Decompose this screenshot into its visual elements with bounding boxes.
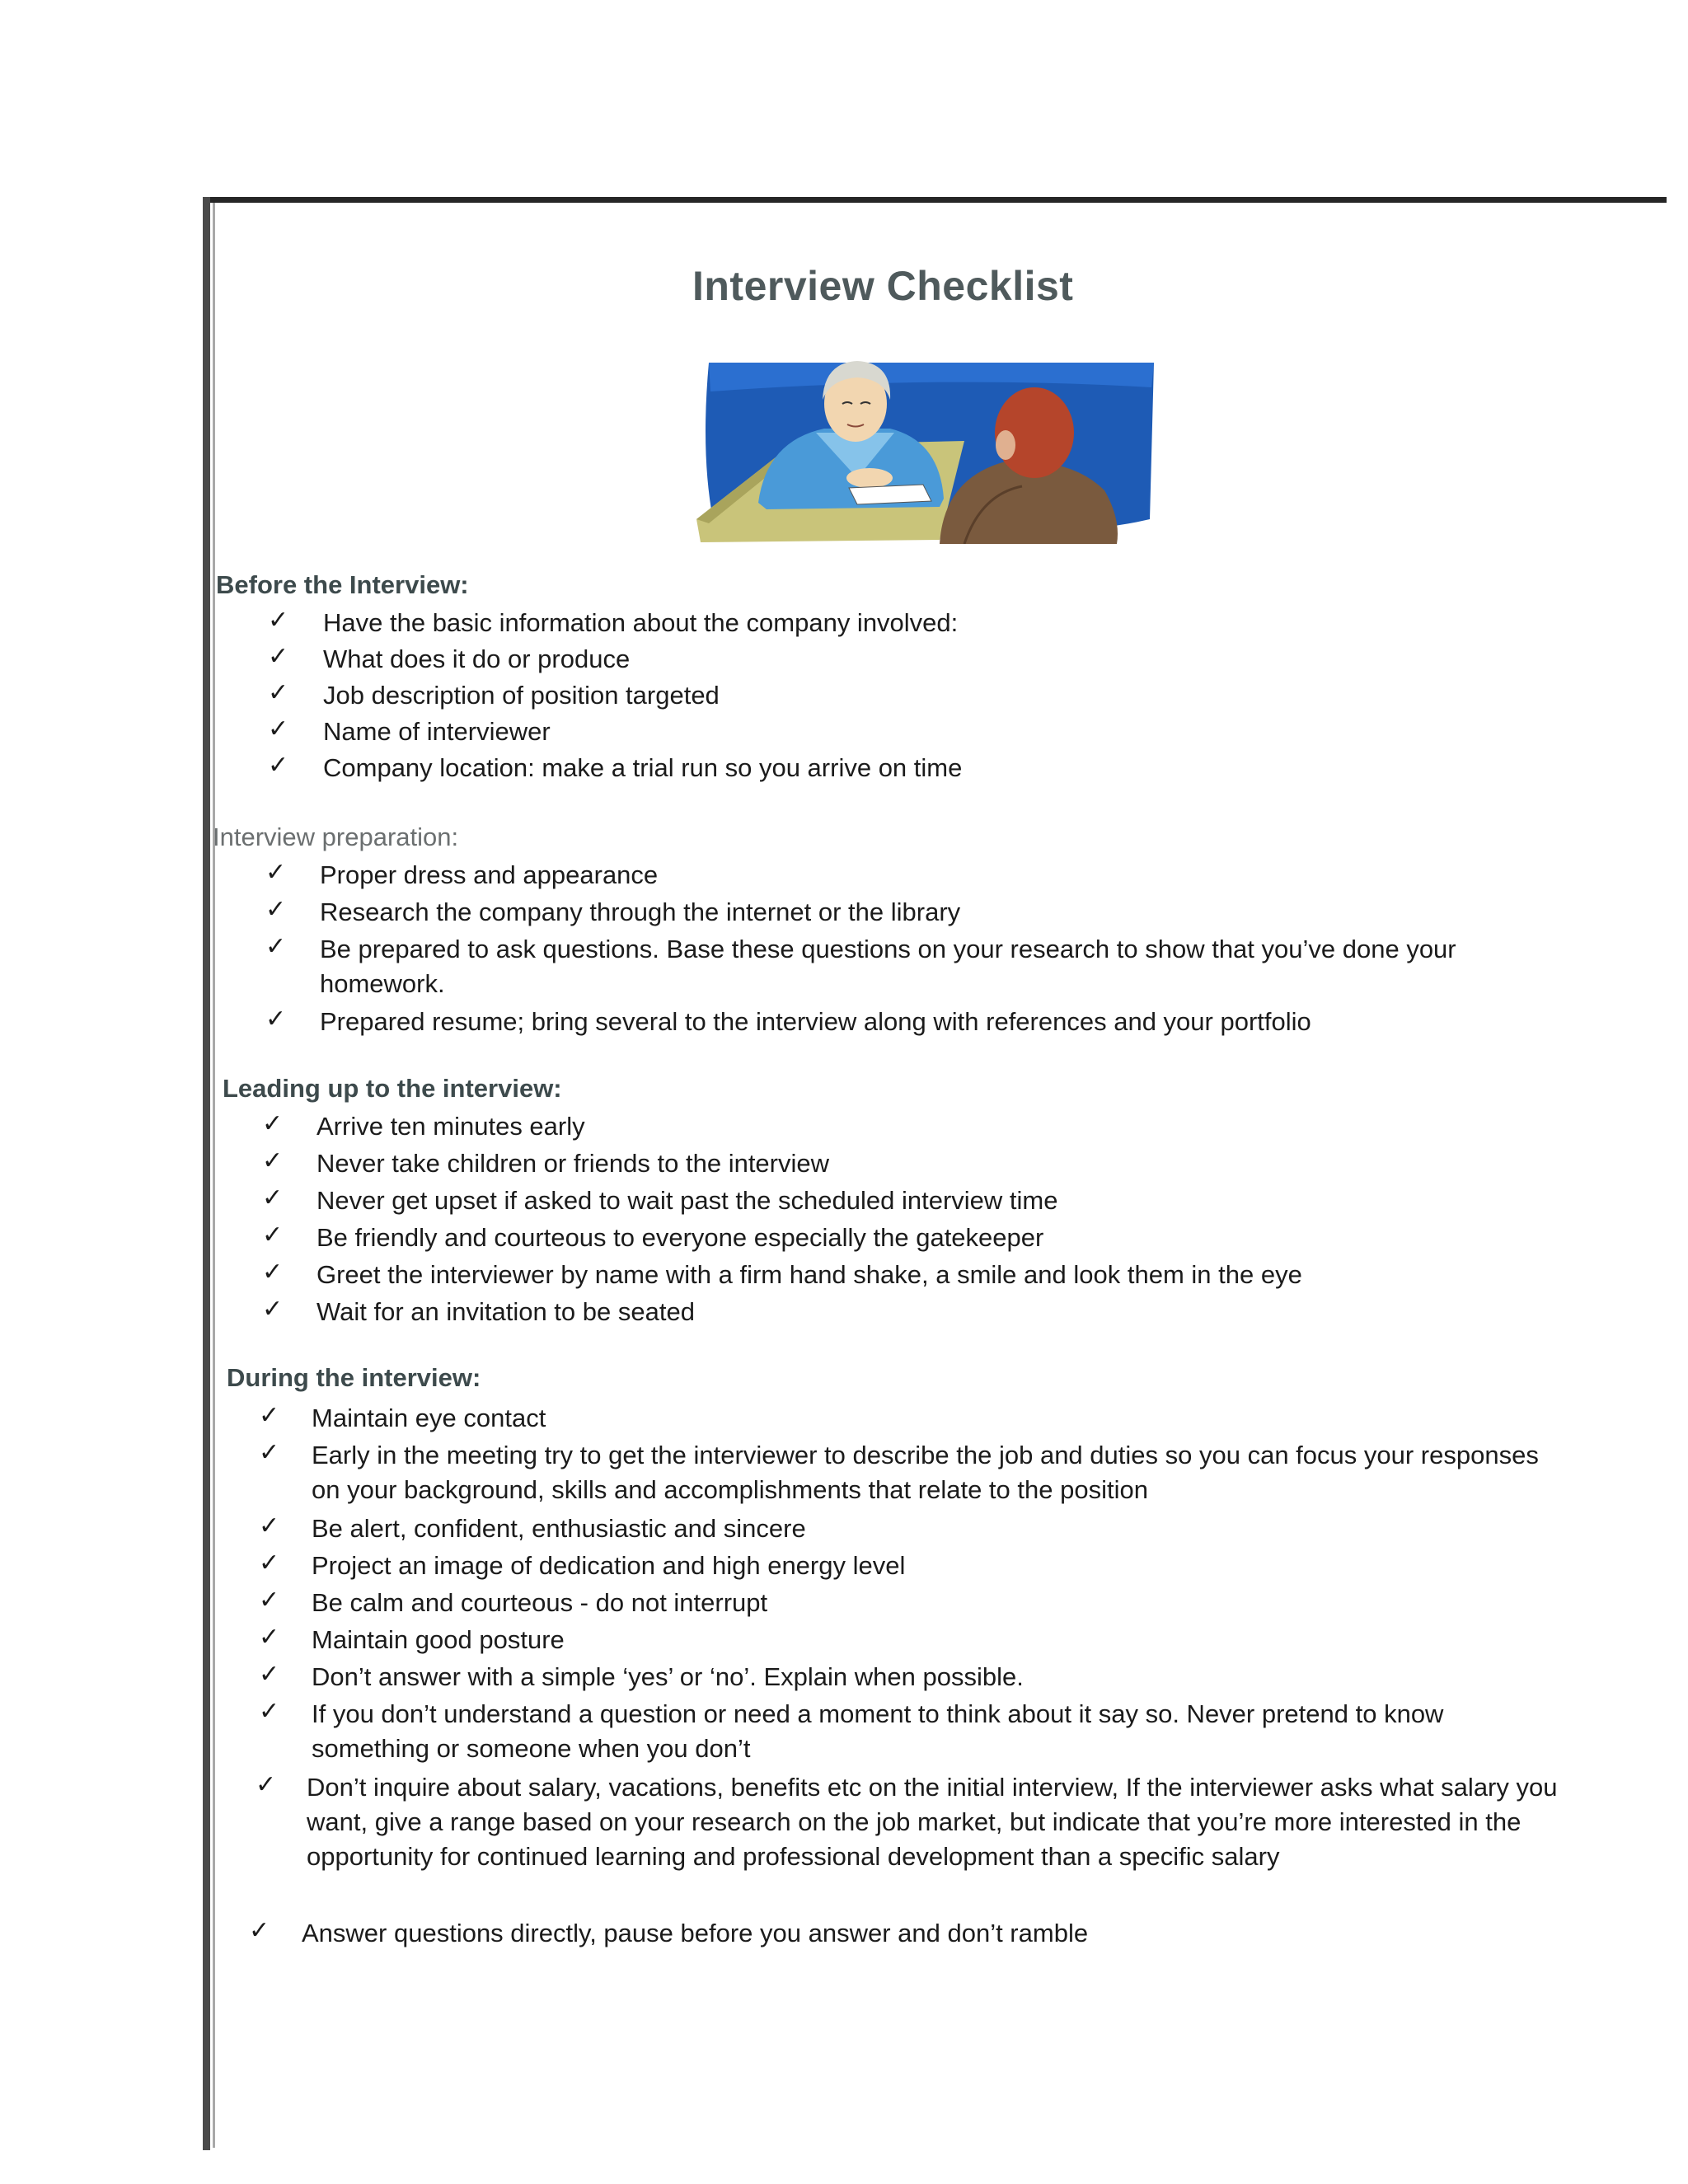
check-icon: ✓ [259,1401,280,1430]
list-item: Never take children or friends to the interview [316,1149,830,1178]
left-border-rule [203,197,210,2150]
check-icon: ✓ [262,1295,284,1324]
section-heading-interview-preparation: Interview preparation: [213,823,459,851]
list-item: Company location: make a trial run so you arrive on time [323,753,963,782]
section-heading-during-interview: During the interview: [227,1363,481,1392]
list-item: Early in the meeting try to get the interviewer to describe the job and duties so you can focus your responses on your background, skills and accomplishments that relate to the position [312,1441,1539,1504]
list-item: Be calm and courteous - do not interrupt [312,1588,768,1617]
list-item: Arrive ten minutes early [316,1112,585,1141]
list-item: Maintain eye contact [312,1404,546,1432]
list-item: Be prepared to ask questions. Base these questions on your research to show that you’ve done your homework. [320,935,1456,998]
list-item: Answer questions directly, pause before you answer and don’t ramble [302,1919,1089,1947]
list-item: Never get upset if asked to wait past the scheduled interview time [316,1186,1058,1215]
check-icon: ✓ [265,1005,287,1033]
list-item: Job description of position targeted [323,681,720,710]
check-icon: ✓ [268,606,289,635]
check-icon: ✓ [259,1660,280,1689]
list-item: Proper dress and appearance [320,860,659,889]
check-icon: ✓ [262,1258,284,1286]
page-title: Interview Checklist [692,263,1074,309]
check-icon: ✓ [268,642,289,671]
check-icon: ✓ [259,1697,280,1726]
list-item: Don’t answer with a simple ‘yes’ or ‘no’. Explain when possible. [312,1662,1024,1691]
left-border-shadow [213,203,215,2148]
check-icon: ✓ [259,1511,280,1540]
list-item: Greet the interviewer by name with a firm hand shake, a smile and look them in the eye [316,1260,1302,1289]
list-item: Prepared resume; bring several to the interview along with references and your portfolio [320,1007,1311,1036]
check-icon: ✓ [265,932,287,961]
list-item: Don’t inquire about salary, vacations, benefits etc on the initial interview, If the interviewer asks what salary you want, give a range based on your research on the job market, but indicate that you’re more interested in the opportunity for continued learning and professional development than a specific salary [307,1773,1558,1871]
list-item: Be friendly and courteous to everyone especially the gatekeeper [316,1223,1044,1252]
check-icon: ✓ [259,1549,280,1577]
section-heading-before-interview: Before the Interview: [216,570,469,599]
check-icon: ✓ [268,715,289,743]
check-icon: ✓ [262,1109,284,1138]
list-item: Name of interviewer [323,717,551,746]
check-icon: ✓ [265,895,287,924]
check-icon: ✓ [268,678,289,707]
interview-illustration [692,354,1162,544]
check-icon: ✓ [262,1221,284,1249]
list-item: What does it do or produce [323,644,631,673]
check-icon: ✓ [262,1183,284,1212]
check-icon: ✓ [259,1438,280,1467]
list-item: Be alert, confident, enthusiastic and sincere [312,1514,806,1543]
list-item: Project an image of dedication and high energy level [312,1551,906,1580]
check-icon: ✓ [256,1770,277,1799]
check-icon: ✓ [259,1623,280,1652]
list-item: Wait for an invitation to be seated [316,1297,695,1326]
check-icon: ✓ [249,1916,270,1945]
list-item: Research the company through the internet or the library [320,898,961,926]
check-icon: ✓ [262,1146,284,1175]
section-heading-leading-up: Leading up to the interview: [223,1074,562,1103]
list-item: Have the basic information about the company involved: [323,608,959,637]
check-icon: ✓ [265,858,287,887]
list-item: Maintain good posture [312,1625,565,1654]
check-icon: ✓ [259,1586,280,1615]
top-border-rule [203,197,1667,203]
check-icon: ✓ [268,751,289,780]
list-item: If you don’t understand a question or need a moment to think about it say so. Never pretend to know something or someone when you don’t [312,1699,1444,1763]
